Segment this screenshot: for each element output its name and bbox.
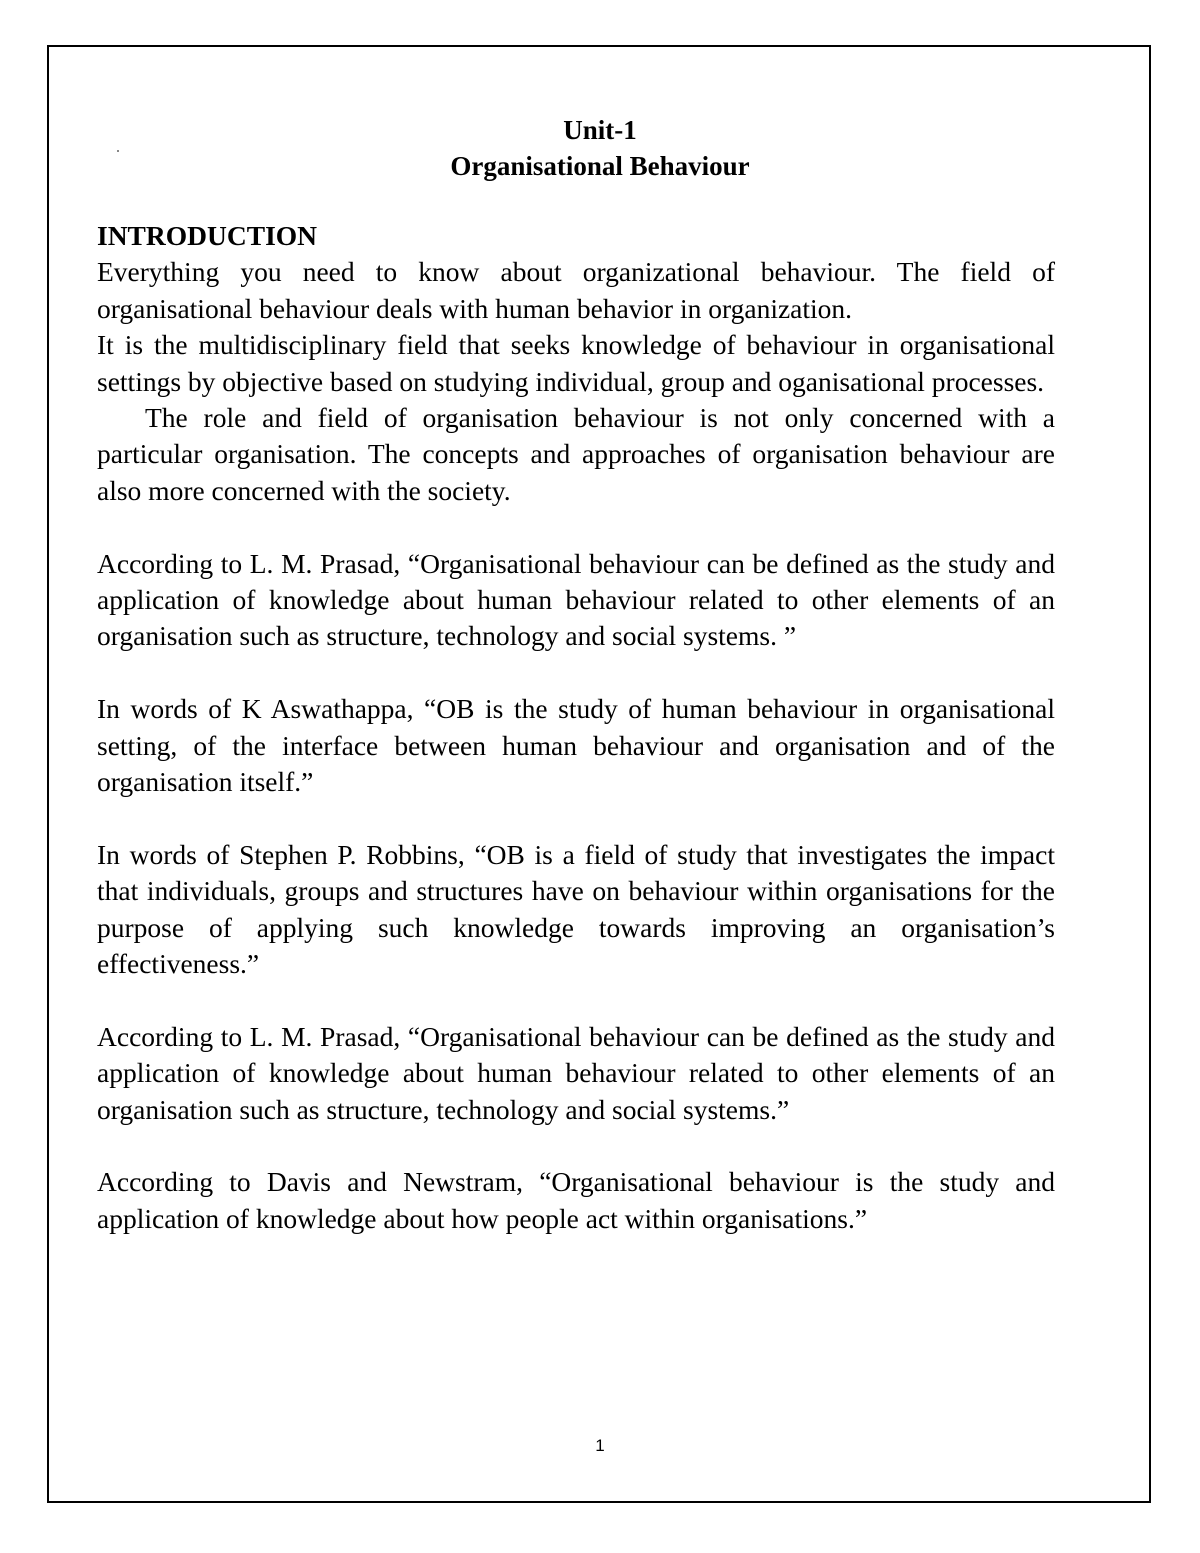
section-heading: INTRODUCTION (97, 220, 318, 251)
paragraph-definition-davis: According to Davis and Newstram, “Organisational behaviour is the study and application of knowledge about how people act within organisations.” (97, 1166, 1055, 1234)
paragraph-role: The role and field of organisation behaviour is not only concerned with a particular organisation. The concepts and approaches of organisation behaviour are also more concerned with the society. (97, 402, 1055, 506)
document-body (97, 218, 1055, 1237)
paragraph-intro: Everything you need to know about organizational behaviour. The field of organisational behaviour deals with human behavior in organization. (97, 256, 1055, 324)
document-title: Organisational Behaviour (450, 151, 750, 181)
page-number: 1 (595, 1436, 605, 1455)
paragraph-definition-prasad: According to L. M. Prasad, “Organisational behaviour can be defined as the study and application of knowledge about human behaviour related to other elements of an organisation such as structure, technology and social systems. ” (97, 547, 1055, 652)
paragraph-definition-robbins: In words of Stephen P. Robbins, “OB is a field of study that investigates the impact that individuals, groups and structures have on behaviour within organisations for the purpose of applying such knowledge towards improving an organisation’s effectiveness.” (97, 838, 1055, 980)
unit-title: Unit-1 (563, 115, 637, 145)
paragraph-definition-prasad-repeat: According to L. M. Prasad, “Organisational behaviour can be defined as the study and application of knowledge about human behaviour related to other elements of an organisation such as structure, technology and social systems.” (97, 1020, 1055, 1125)
paragraph-definition-aswathappa: In words of K Aswathappa, “OB is the study of human behaviour in organisational setting, of the interface between human behaviour and organisation and of the organisation itself.” (97, 693, 1055, 798)
paragraph-multidisciplinary: It is the multidisciplinary field that seeks knowledge of behaviour in organisational settings by objective based on studying individual, group and oganisational processes. (97, 329, 1055, 397)
